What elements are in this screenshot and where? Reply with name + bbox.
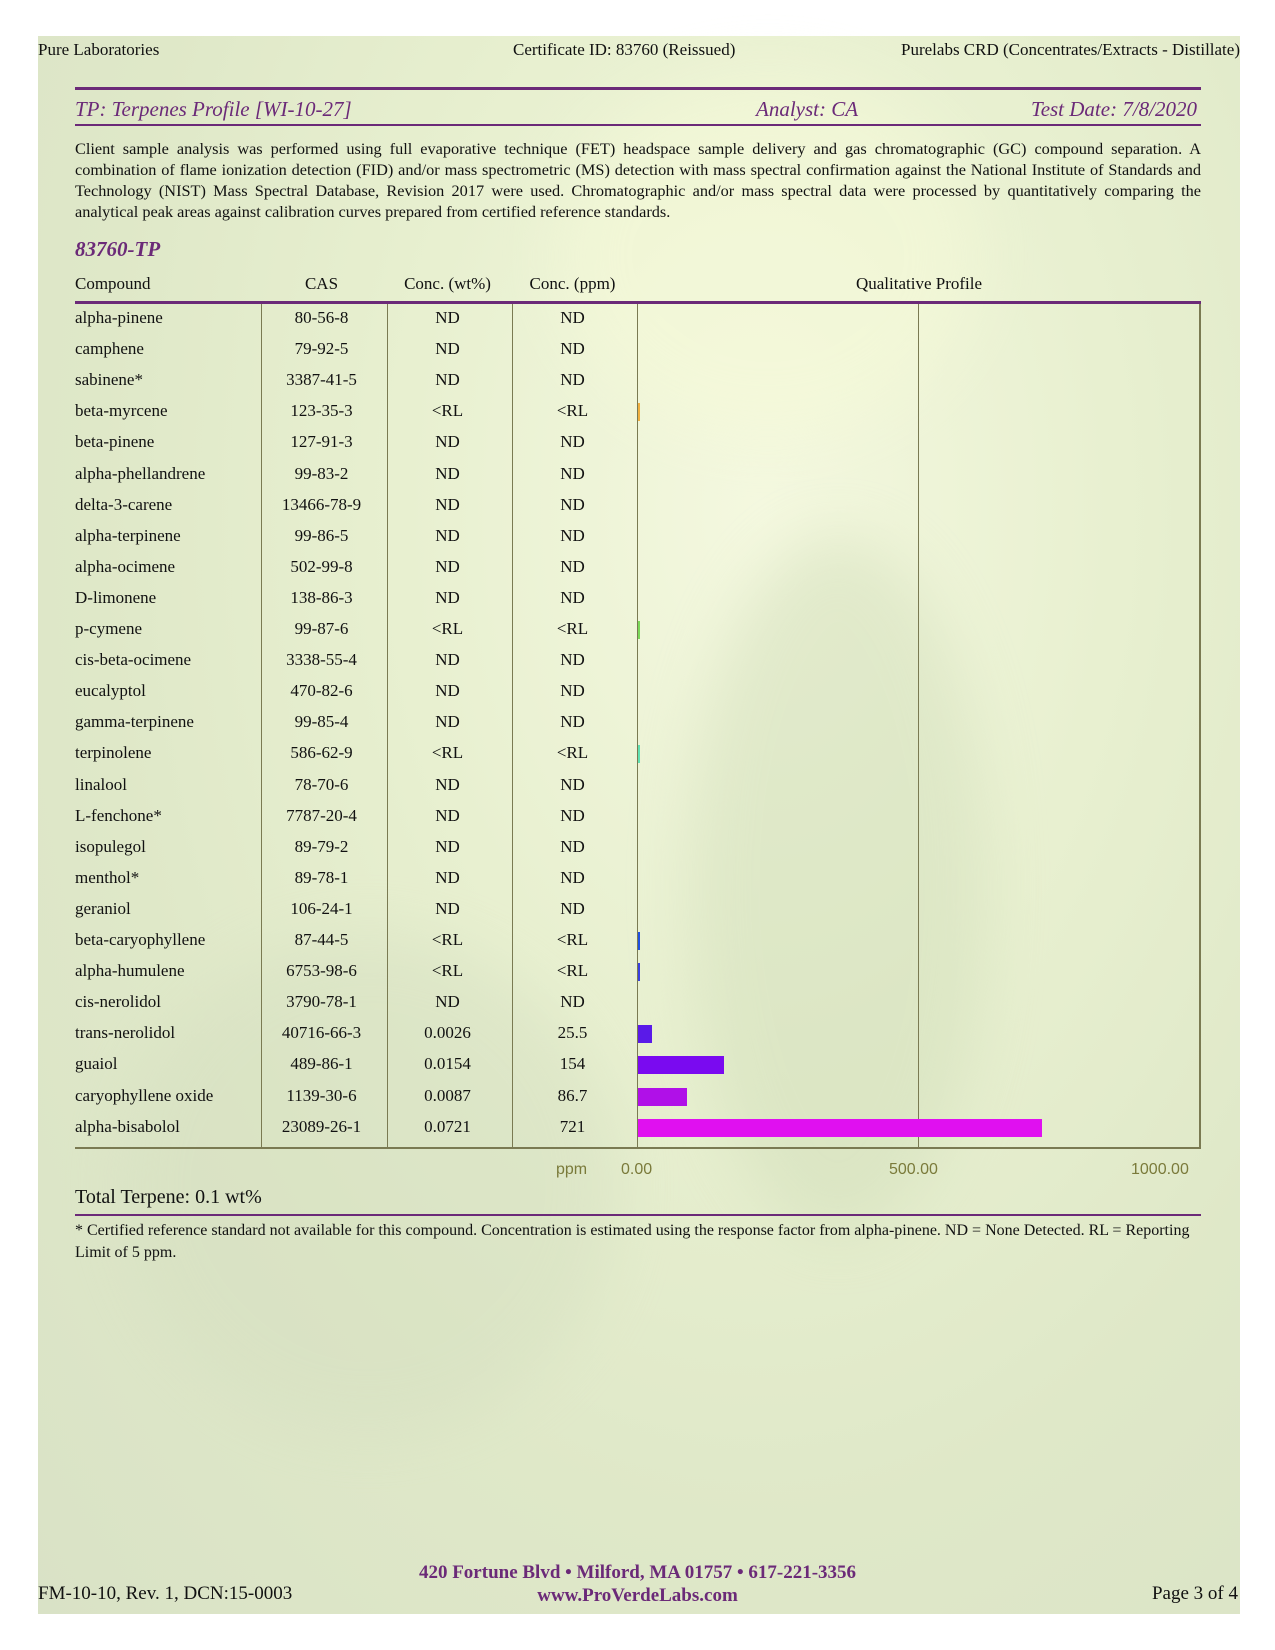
lab-address: 420 Fortune Blvd • Milford, MA 01757 • 617-221-3356 (418, 1562, 857, 1583)
chart-bar-caryophyllene oxide (638, 1088, 687, 1106)
section-rule-bottom (75, 124, 1201, 126)
compound-name: alpha-pinene (75, 308, 163, 327)
cas-number: 1139-30-6 (286, 1085, 357, 1105)
compound-name: alpha-phellandrene (75, 463, 206, 483)
concentration-ppm: ND (560, 712, 585, 732)
table-row (75, 427, 1201, 458)
concentration-wt: ND (435, 650, 460, 670)
concentration-ppm: 154 (559, 1054, 586, 1074)
section-rule-top (75, 87, 1201, 90)
concentration-ppm: 721 (559, 1116, 586, 1136)
tick-label-500: 500.00 (889, 1161, 938, 1178)
chart-bar-alpha-humulene (638, 963, 640, 981)
table-row (75, 583, 1201, 614)
table-row (75, 459, 1201, 490)
cas-number: 138-86-3 (290, 587, 353, 607)
cas-number: 127-91-3 (290, 432, 353, 452)
compound-name: guaiol (75, 1054, 118, 1074)
chart-axis-zero (637, 304, 638, 1147)
footnote-rule (75, 1214, 1201, 1216)
cas-number: 89-79-2 (294, 836, 349, 856)
cas-number: 78-70-6 (294, 774, 349, 794)
header-compound: Compound (75, 274, 151, 293)
concentration-ppm: <RL (556, 401, 589, 421)
compound-name: linalool (75, 774, 127, 794)
cas-number: 99-83-2 (294, 463, 349, 483)
concentration-wt: ND (435, 494, 460, 514)
compound-name: geraniol (75, 898, 131, 918)
compound-name: terpinolene (75, 743, 152, 763)
concentration-ppm: ND (560, 774, 585, 794)
tick-label-0: 0.00 (621, 1161, 653, 1178)
concentration-wt: ND (435, 867, 460, 887)
header-profile: Qualitative Profile (855, 274, 983, 293)
table-row (75, 987, 1201, 1018)
product-name: Purelabs CRD (Concentrates/Extracts - Distillate) (901, 40, 1240, 59)
cas-number: 3790-78-1 (286, 992, 357, 1012)
concentration-ppm: ND (560, 650, 585, 670)
concentration-ppm: 25.5 (557, 1023, 588, 1043)
compound-name: caryophyllene oxide (75, 1085, 214, 1105)
compound-name: alpha-bisabolol (75, 1116, 180, 1136)
cas-number: 99-87-6 (294, 619, 349, 638)
footnote: * Certified reference standard not available for this compound. Concentration is estimated using the response factor from alpha-pinene. ND = None Detected. RL = Reporting Limit of 5 ppm. (75, 1222, 1190, 1261)
concentration-wt: ND (435, 339, 460, 359)
concentration-wt: ND (435, 681, 460, 701)
concentration-wt: ND (435, 308, 460, 327)
cas-number: 40716-66-3 (281, 1023, 362, 1043)
compound-name: delta-3-carene (75, 494, 173, 514)
concentration-wt: <RL (431, 743, 464, 763)
concentration-ppm: ND (560, 494, 585, 514)
compound-name: alpha-terpinene (75, 525, 181, 545)
form-number: FM-10-10, Rev. 1, DCN:15-0003 (38, 1583, 293, 1604)
chart-bar-p-cymene (638, 621, 640, 639)
concentration-wt: <RL (431, 401, 464, 421)
concentration-ppm: <RL (556, 619, 589, 638)
cas-number: 87-44-5 (294, 930, 349, 949)
concentration-ppm: <RL (556, 743, 589, 763)
concentration-wt: ND (435, 587, 460, 607)
header-cas: CAS (304, 274, 339, 293)
cas-number: 106-24-1 (290, 898, 353, 918)
total-terpene: Total Terpene: 0.1 wt% (75, 1186, 262, 1208)
compound-name: beta-myrcene (75, 401, 168, 421)
cas-number: 3387-41-5 (286, 370, 357, 390)
concentration-wt: <RL (431, 619, 464, 638)
concentration-ppm: 86.7 (557, 1085, 588, 1105)
chart-bar-guaiol (638, 1056, 724, 1074)
certificate-id: Certificate ID: 83760 (Reissued) (513, 40, 736, 59)
compound-name: alpha-ocimene (75, 556, 176, 576)
chart-bar-alpha-bisabolol (638, 1119, 1042, 1137)
column-divider (512, 304, 513, 1147)
table-row (75, 832, 1201, 863)
table-row (75, 801, 1201, 832)
concentration-ppm: ND (560, 587, 585, 607)
compound-name: menthol* (75, 867, 140, 887)
section-title: TP: Terpenes Profile [WI-10-27] (75, 97, 352, 121)
cas-number: 23089-26-1 (281, 1116, 362, 1136)
concentration-ppm: <RL (556, 930, 589, 949)
table-bottom-rule (75, 1147, 1201, 1149)
cas-number: 99-85-4 (294, 712, 349, 732)
compound-name: cis-beta-ocimene (75, 650, 192, 670)
cas-number: 470-82-6 (290, 681, 353, 701)
concentration-ppm: ND (560, 992, 585, 1012)
concentration-ppm: ND (560, 308, 585, 327)
cas-number: 99-86-5 (294, 525, 349, 545)
cas-number: 502-99-8 (290, 556, 353, 576)
table-row (75, 863, 1201, 894)
table-row (75, 707, 1201, 738)
page-number: Page 3 of 4 (1151, 1583, 1238, 1604)
cas-number: 3338-55-4 (286, 650, 357, 670)
table-row (75, 365, 1201, 396)
concentration-wt: ND (435, 898, 460, 918)
compound-name: isopulegol (75, 836, 146, 856)
compound-name: trans-nerolidol (75, 1023, 176, 1043)
compound-name: gamma-terpinene (75, 712, 194, 732)
concentration-ppm: ND (560, 556, 585, 576)
table-row (75, 521, 1201, 552)
cas-number: 489-86-1 (290, 1054, 353, 1074)
table-row (75, 552, 1201, 583)
concentration-ppm: ND (560, 867, 585, 887)
concentration-ppm: ND (560, 339, 585, 359)
chart-bar-trans-nerolidol (638, 1025, 652, 1043)
concentration-ppm: ND (560, 681, 585, 701)
cas-number: 586-62-9 (290, 743, 353, 763)
table-row (75, 303, 1201, 334)
cas-number: 79-92-5 (294, 339, 349, 359)
column-divider (387, 304, 388, 1147)
tick-label-1000: 1000.00 (1131, 1161, 1189, 1178)
compound-name: p-cymene (75, 619, 143, 638)
header-ppm: Conc. (ppm) (529, 274, 616, 293)
compound-name: D-limonene (75, 587, 157, 607)
compound-name: alpha-humulene (75, 961, 185, 981)
concentration-ppm: ND (560, 525, 585, 545)
concentration-ppm: ND (560, 898, 585, 918)
compound-name: camphene (75, 339, 144, 359)
compound-name: eucalyptol (75, 681, 146, 701)
concentration-ppm: ND (560, 805, 585, 825)
compound-name: beta-caryophyllene (75, 930, 206, 949)
chart-bar-beta-myrcene (638, 403, 640, 421)
table-row (75, 490, 1201, 521)
concentration-wt: ND (435, 370, 460, 390)
concentration-wt: ND (435, 992, 460, 1012)
concentration-wt: <RL (431, 961, 464, 981)
compound-name: L-fenchone* (75, 805, 162, 825)
cas-number: 80-56-8 (294, 308, 349, 327)
table-row (75, 676, 1201, 707)
chart-gridline-1000 (1199, 304, 1201, 1147)
concentration-wt: ND (435, 556, 460, 576)
cas-number: 6753-98-6 (286, 961, 357, 981)
cas-number: 7787-20-4 (286, 805, 357, 825)
lab-website[interactable]: www.ProVerdeLabs.com (537, 1585, 738, 1606)
compound-name: sabinene* (75, 370, 143, 390)
chart-bar-terpinolene (638, 745, 640, 763)
cas-number: 123-35-3 (290, 401, 353, 421)
concentration-wt: ND (435, 525, 460, 545)
concentration-ppm: <RL (556, 961, 589, 981)
concentration-wt: 0.0154 (424, 1054, 471, 1074)
concentration-ppm: ND (560, 432, 585, 452)
method-description: Client sample analysis was performed using full evaporative technique (FET) headspace sample delivery and gas chromatographic (GC) compound separation. A combination of flame ionization detection (FID) and/or mass spectrometric (MS) detection with mass spectral confirmation against the National Institute of Standards and Technology (NIST) Mass Spectral Database, Revision 2017 were used. Chromatographic and/or mass spectral data were processed by quantitatively comparing the analytical peak areas against calibration curves prepared from certified reference standards. (75, 139, 1201, 221)
concentration-wt: 0.0026 (424, 1023, 471, 1043)
concentration-wt: <RL (431, 930, 464, 949)
sample-id: 83760-TP (75, 237, 161, 261)
chart-bar-beta-caryophyllene (638, 932, 640, 950)
table-row (75, 334, 1201, 365)
concentration-wt: ND (435, 463, 460, 483)
chart-gridline-500 (918, 304, 919, 1147)
concentration-wt: 0.0087 (424, 1085, 471, 1105)
concentration-ppm: ND (560, 836, 585, 856)
lab-name: Pure Laboratories (38, 40, 160, 59)
table-row (75, 645, 1201, 676)
concentration-wt: ND (435, 432, 460, 452)
table-row (75, 894, 1201, 925)
cas-number: 89-78-1 (294, 867, 349, 887)
concentration-wt: ND (435, 805, 460, 825)
compound-name: beta-pinene (75, 432, 155, 452)
test-date: Test Date: 7/8/2020 (1030, 97, 1197, 121)
table-row (75, 770, 1201, 801)
concentration-wt: ND (435, 836, 460, 856)
concentration-wt: ND (435, 712, 460, 732)
concentration-ppm: ND (560, 463, 585, 483)
concentration-wt: ND (435, 774, 460, 794)
column-divider (261, 304, 262, 1147)
header-wt: Conc. (wt%) (404, 274, 491, 293)
concentration-wt: 0.0721 (424, 1116, 471, 1136)
axis-label: ppm (556, 1161, 588, 1178)
cas-number: 13466-78-9 (281, 494, 362, 514)
analyst: Analyst: CA (756, 97, 859, 121)
compound-name: cis-nerolidol (75, 992, 161, 1012)
concentration-ppm: ND (560, 370, 585, 390)
